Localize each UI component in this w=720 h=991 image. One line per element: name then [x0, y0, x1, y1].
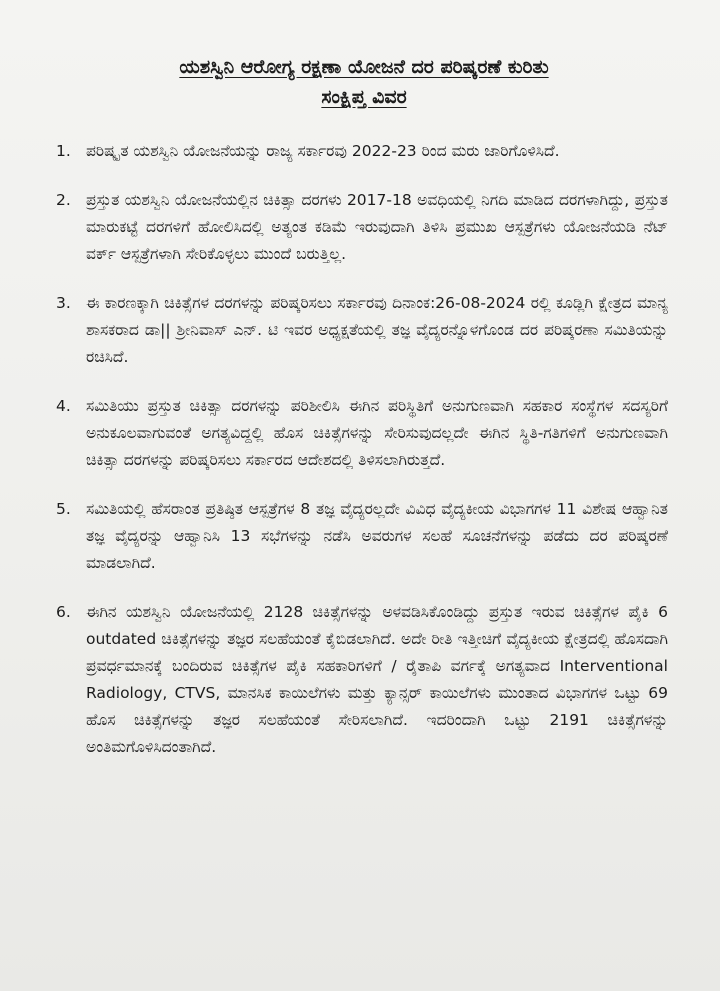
point-text: ಪರಿಷ್ಕೃತ ಯಶಸ್ವಿನಿ ಯೋಜನೆಯನ್ನು ರಾಜ್ಯ ಸರ್ಕಾರವು 2022-23 ರಿಂದ ಮರು ಜಾರಿಗೊಳಿಸಿದೆ. — [86, 142, 560, 160]
point-text: ಸಮಿತಿಯಲ್ಲಿ ಹೆಸರಾಂತ ಪ್ರತಿಷ್ಠಿತ ಆಸ್ಪತ್ರೆಗಳ 8 ತಜ್ಞ ವೈದ್ಯರಲ್ಲದೇ ವಿವಿಧ ವೈದ್ಯಕೀಯ ವಿಭಾಗಗಳ 11 ವಿಶೇಷ ಆಹ್ವಾನಿತ ತಜ್ಞ ವೈದ್ಯರನ್ನು ಆಹ್ವಾನಿಸಿ 13 ಸಭೆಗಳನ್ನು ನಡೆಸಿ ಅವರುಗಳ ಸಲಹೆ ಸೂಚನೆಗಳನ್ನು ಪಡೆದು ದರ ಪರಿಷ್ಕರಣೆ ಮಾಡಲಾಗಿದೆ. — [86, 500, 668, 572]
list-item — [56, 187, 672, 268]
point-number: 3. — [56, 294, 71, 312]
list-item — [56, 290, 672, 371]
point-number: 1. — [56, 142, 71, 160]
point-number: 4. — [56, 397, 71, 415]
point-text: ಪ್ರಸ್ತುತ ಯಶಸ್ವಿನಿ ಯೋಜನೆಯಲ್ಲಿನ ಚಿಕಿತ್ಸಾ ದರಗಳು 2017-18 ಅವಧಿಯಲ್ಲಿ ನಿಗದಿ ಮಾಡಿದ ದರಗಳಾಗಿದ್ದು, ಪ್ರಸ್ತುತ ಮಾರುಕಟ್ಟೆ ದರಗಳಿಗೆ ಹೋಲಿಸಿದಲ್ಲಿ ಅತ್ಯಂತ ಕಡಿಮೆ ಇರುವುದಾಗಿ ತಿಳಿಸಿ ಪ್ರಮುಖ ಆಸ್ಪತ್ರೆಗಳು ಯೋಜನೆಯಡಿ ನೆಟ್ ವರ್ಕ್ ಆಸ್ಪತ್ರೆಗಳಾಗಿ ಸೇರಿಕೊಳ್ಳಲು ಮುಂದೆ ಬರುತ್ತಿಲ್ಲ. — [86, 191, 668, 263]
list-item — [56, 138, 672, 165]
point-text: ಸಮಿತಿಯು ಪ್ರಸ್ತುತ ಚಿಕಿತ್ಸಾ ದರಗಳನ್ನು ಪರಿಶೀಲಿಸಿ ಈಗಿನ ಪರಿಸ್ಥಿತಿಗೆ ಅನುಗುಣವಾಗಿ ಸಹಕಾರ ಸಂಸ್ಥೆಗಳ ಸದಸ್ಯರಿಗೆ ಅನುಕೂಲವಾಗುವಂತೆ ಅಗತ್ಯವಿದ್ದಲ್ಲಿ ಹೊಸ ಚಿಕಿತ್ಸೆಗಳನ್ನು ಸೇರಿಸುವುದಲ್ಲದೇ ಈಗಿನ ಸ್ಥಿತಿ-ಗತಿಗಳಿಗೆ ಅನುಗುಣವಾಗಿ ಚಿಕಿತ್ಸಾ ದರಗಳನ್ನು ಪರಿಷ್ಕರಿಸಲು ಸರ್ಕಾರದ ಆದೇಶದಲ್ಲಿ ತಿಳಿಸಲಾಗಿರುತ್ತದೆ. — [86, 397, 668, 469]
point-text: ಈಗಿನ ಯಶಸ್ವಿನಿ ಯೋಜನೆಯಲ್ಲಿ 2128 ಚಿಕಿತ್ಸೆಗಳನ್ನು ಅಳವಡಿಸಿಕೊಂಡಿದ್ದು ಪ್ರಸ್ತುತ ಇರುವ ಚಿಕಿತ್ಸೆಗಳ ಪೈಕಿ 6 outdated ಚಿಕಿತ್ಸೆಗಳನ್ನು ತಜ್ಞರ ಸಲಹೆಯಂತೆ ಕೈಬಿಡಲಾಗಿದೆ. ಅದೇ ರೀತಿ ಇತ್ತೀಚಿಗೆ ವೈದ್ಯಕೀಯ ಕ್ಷೇತ್ರದಲ್ಲಿ ಹೊಸದಾಗಿ ಪ್ರವರ್ಧಮಾನಕ್ಕೆ ಬಂದಿರುವ ಚಿಕಿತ್ಸೆಗಳ ಪೈಕಿ ಸಹಕಾರಿಗಳಿಗೆ / ರೈತಾಪಿ ವರ್ಗಕ್ಕೆ ಅಗತ್ಯವಾದ Interventional Radiology, CTVS, ಮಾನಸಿಕ ಕಾಯಿಲೆಗಳು ಮತ್ತು ಕ್ಯಾನ್ಸರ್ ಕಾಯಿಲೆಗಳು ಮುಂತಾದ ವಿಭಾಗಗಳ ಒಟ್ಟು 69 ಹೊಸ ಚಿಕಿತ್ಸೆಗಳನ್ನು ತಜ್ಞರ ಸಲಹೆಯಂತೆ ಸೇರಿಸಲಾಗಿದೆ. ಇದರಿಂದಾಗಿ ಒಟ್ಟು 2191 ಚಿಕಿತ್ಸೆಗಳನ್ನು ಅಂತಿಮಗೊಳಿಸಿದಂತಾಗಿದೆ. — [86, 603, 668, 756]
points-list — [56, 138, 672, 761]
title-line-2: ಸಂಕ್ಷಿಪ್ತ ವಿವರ — [321, 86, 407, 108]
list-item — [56, 599, 672, 761]
point-number: 5. — [56, 500, 71, 518]
point-number: 6. — [56, 603, 71, 621]
title-line-1: ಯಶಸ್ವಿನಿ ಆರೋಗ್ಯ ರಕ್ಷಣಾ ಯೋಜನೆ ದರ ಪರಿಷ್ಕರಣೆ ಕುರಿತು — [179, 56, 549, 78]
point-text: ಈ ಕಾರಣಕ್ಕಾಗಿ ಚಿಕಿತ್ಸೆಗಳ ದರಗಳನ್ನು ಪರಿಷ್ಕರಿಸಲು ಸರ್ಕಾರವು ದಿನಾಂಕ:26-08-2024 ರಲ್ಲಿ ಕೂಡ್ಲಿಗಿ ಕ್ಷೇತ್ರದ ಮಾನ್ಯ ಶಾಸಕರಾದ ಡಾ|| ಶ್ರೀನಿವಾಸ್ ಎನ್. ಟಿ ಇವರ ಅಧ್ಯಕ್ಷತೆಯಲ್ಲಿ ತಜ್ಞ ವೈದ್ಯರನ್ನೊಳಗೊಂಡ ದರ ಪರಿಷ್ಕರಣಾ ಸಮಿತಿಯನ್ನು ರಚಿಸಿದೆ. — [86, 294, 668, 366]
document-title — [56, 52, 672, 112]
point-number: 2. — [56, 191, 71, 209]
list-item — [56, 496, 672, 577]
list-item — [56, 393, 672, 474]
